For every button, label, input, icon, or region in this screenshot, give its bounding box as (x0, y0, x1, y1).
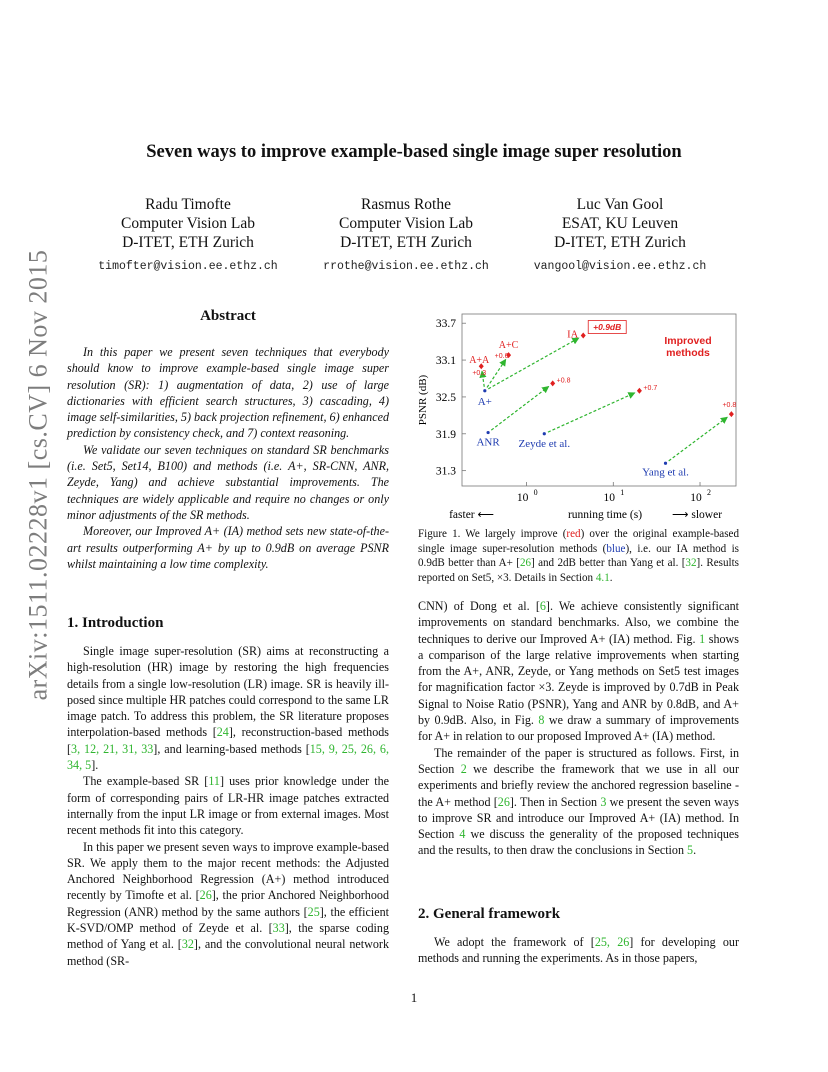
section-link[interactable]: 4 (459, 827, 466, 842)
body-paragraph: CNN) of Dong et al. [6]. We achieve consistently significant improvements on standard benchmarks. Also, we combine the techniques to derive our Improved A+ (IA) method. Fig. 1 shows a comparison of the large relative improvements when starting from the A+, ANR, Zeyde, or Yang methods on Set5 test images for magnification factor ×3. Zeyde is improved by 0.7dB in Peak Signal to Noise Ratio (PSNR), Yang and ANR by 0.8dB, and A+ by 0.9dB. Also, in Fig. 8 we draw a summary of improvements for A+ in relation to our proposed Improved A+ (IA) method. (418, 599, 740, 744)
citation-link[interactable]: 25, 26 (594, 935, 630, 949)
citation-link[interactable]: 11 (208, 774, 220, 789)
improvement-gain-label: +0.6 (494, 353, 509, 361)
figure-link[interactable]: 1 (699, 631, 706, 646)
citation-link[interactable]: 6 (539, 599, 546, 613)
improved-method-point (550, 380, 555, 386)
section-link[interactable]: 3 (600, 794, 607, 809)
x-tick-label: 10 (516, 492, 529, 504)
original-method-point (664, 462, 667, 465)
author-name: Luc Van Gool (576, 196, 664, 213)
author-affiliation: Computer Vision Lab (121, 215, 255, 232)
x-axis-left-label: faster ⟵ (449, 509, 494, 521)
y-tick-label: 32.5 (435, 391, 456, 404)
improved-method-point (729, 411, 734, 417)
citation-link[interactable]: 26 (519, 557, 532, 569)
author-block-2 (286, 195, 526, 276)
abstract-paragraph: We validate our seven techniques on standard SR benchmarks (i.e. Set5, Set14, B100) and methods (i.e. A+, SR-CNN, ANR, Zeyde, Yang) and achieve substantial improvements. The techniques are widely applicable and require no changes or only minor adjustments of the SR methods. (67, 442, 389, 522)
improvement-gain-label: +0.3 (472, 370, 487, 378)
improvement-arrow (487, 359, 506, 387)
original-method-label: ANR (476, 436, 500, 449)
citation-link[interactable]: 26 (199, 888, 212, 903)
intro-paragraph: The example-based SR [11] uses prior knowledge under the form of corresponding pairs of LR-HR image patches extracted internally from the input LR image or from external images. Most recent methods fit into this category. (67, 774, 389, 838)
y-tick-label: 31.3 (435, 465, 456, 478)
original-method-label: Yang et al. (642, 466, 689, 479)
section-link[interactable]: 5 (687, 843, 694, 858)
arxiv-id: arXiv:1511.02228v1 [cs.CV] 6 Nov 2015 (23, 249, 53, 701)
section-heading-general-framework: 2. General framework (418, 906, 561, 922)
citation-link[interactable]: 26 (497, 794, 510, 809)
original-method-point (543, 432, 546, 435)
x-tick-label: 10 (603, 492, 616, 504)
x-tick-exponent: 0 (533, 488, 538, 497)
improvement-arrow (491, 386, 548, 430)
figure-link[interactable]: 8 (538, 713, 545, 728)
body-paragraph: The remainder of the paper is structured as follows. First, in Section 2 we describe the framework that we use in all our experiments and briefly review the anchored regression baseline - the A+ method [26]. Then in Section 3 we present the seven ways to improve SR and introduce our Improved A+ (IA) method. In Section 4 we discuss the generality of the proposed techniques and the results, to then draw the conclusions in Section 5. (418, 745, 739, 858)
right-column-body (418, 598, 739, 859)
author-affiliation: D-ITET, ETH Zurich (554, 234, 686, 251)
improved-method-point (637, 388, 642, 394)
legend-line-2: methods (666, 347, 710, 359)
section-link[interactable]: 4.1 (595, 571, 610, 584)
author-block-3 (500, 195, 740, 276)
improved-method-point (581, 333, 586, 339)
citation-link[interactable]: 33 (272, 921, 285, 936)
x-tick-label: 10 (690, 492, 702, 504)
y-tick-label: 33.1 (435, 355, 456, 368)
legend-line-1: Improved (664, 335, 712, 347)
improvement-gain-label: +0.8 (556, 377, 571, 385)
improvement-arrow (548, 393, 635, 432)
intro-paragraph: In this paper we present seven ways to improve example-based SR. We apply them to the major recent methods: the Adjusted Anchored Neighborhood Regression (A+) method introduced recently by Timofte et al. [26], the prior Anchored Neighborhood Regression (ANR) method by the same authors [25], the efficient K-SVD/OMP method of Zeyde et al. [33], the sparse coding method of Yang et al. [32], and the convolutional neural network method (SR- (67, 839, 389, 968)
x-axis-right-label: ⟶ slower (672, 509, 723, 521)
abstract-heading: Abstract (200, 308, 256, 324)
paper-title: Seven ways to improve example-based single image super resolution (146, 142, 682, 162)
abstract-paragraph: In this paper we present seven techniques that everybody should know to improve example-based single image super resolution (SR): 1) augmentation of data, 2) use of large dictionaries with efficient search structures, 3) cascading, 4) image self-similarities, 5) back projection refinement, 6) enhanced prediction by consistency check, and 7) context reasoning. (67, 345, 389, 441)
body-paragraph: We adopt the framework of [25, 26] for developing our methods and running the experiments. As in those papers, (418, 935, 739, 966)
original-method-label: Zeyde et al. (518, 437, 571, 450)
improvement-gain-label: +0.9dB (593, 322, 622, 332)
author-affiliation: D-ITET, ETH Zurich (340, 234, 472, 251)
author-affiliation: Computer Vision Lab (339, 215, 473, 232)
improved-method-label: A+A (469, 355, 490, 367)
section-link[interactable]: 2 (460, 761, 467, 776)
author-email[interactable]: vangool@vision.ee.ethz.ch (533, 260, 707, 273)
introduction-body (67, 643, 389, 969)
y-axis-label: PSNR (dB) (417, 374, 429, 426)
x-tick-exponent: 1 (620, 488, 625, 497)
figure-1-caption: Figure 1. We largely improve (red) over the original example-based single image super-resolution methods (blue), i.e. our IA method is 0.9dB better than A+ [26] and 2dB better than Yang et al. [32]. Results reported on Set5, ×3. Details in Section 4.1. (418, 528, 739, 584)
citation-link[interactable]: 32 (181, 937, 194, 952)
page-number: 1 (410, 990, 418, 1005)
x-tick-exponent: 2 (707, 488, 712, 497)
improvement-arrow (669, 417, 728, 461)
general-framework-body (418, 934, 739, 967)
author-affiliation: ESAT, KU Leuven (561, 215, 679, 232)
x-axis-label: running time (s) (567, 509, 643, 521)
original-method-label: A+ (477, 395, 492, 408)
citation-link[interactable]: 24 (216, 725, 229, 740)
citation-link[interactable]: 15, 9, 25, 26, 6, 34, 5 (67, 741, 389, 773)
y-axis-ticks (436, 318, 466, 477)
author-email[interactable]: timofter@vision.ee.ethz.ch (98, 260, 278, 273)
section-heading-introduction: 1. Introduction (67, 615, 164, 631)
y-tick-label: 33.7 (435, 318, 456, 331)
intro-paragraph: Single image super-resolution (SR) aims at reconstructing a high-resolution (HR) image by restoring the high frequencies details from a single low-resolution (LR) image. SR is heavily ill-posed since multiple HR patches could correspond to the same LR image patch. To address this problem, the SR literature proposes interpolation-based methods [24], reconstruction-based methods [3, 12, 21, 31, 33], and learning-based methods [15, 9, 25, 26, 6, 34, 5]. (67, 644, 389, 773)
citation-link[interactable]: 3, 12, 21, 31, 33 (71, 741, 154, 756)
author-name: Rasmus Rothe (361, 196, 451, 213)
author-affiliation: D-ITET, ETH Zurich (122, 234, 254, 251)
author-block-1 (68, 195, 308, 276)
citation-link[interactable]: 32 (685, 557, 697, 569)
improvement-gain-label: +0.7 (643, 384, 658, 392)
x-axis-ticks (517, 482, 711, 504)
citation-link[interactable]: 25 (307, 904, 320, 919)
figure-1-chart (410, 310, 740, 522)
y-tick-label: 31.9 (435, 428, 456, 441)
improvement-gain-label: +0.8 (722, 402, 737, 410)
abstract-body (67, 344, 389, 572)
original-method-point (483, 389, 486, 392)
arxiv-sidebar (18, 249, 58, 701)
original-method-point (487, 431, 490, 434)
author-name: Radu Timofte (145, 196, 231, 213)
improved-method-label: IA (567, 329, 579, 341)
author-email[interactable]: rrothe@vision.ee.ethz.ch (323, 260, 489, 273)
abstract-paragraph: Moreover, our Improved A+ (IA) method sets new state-of-the-art results outperforming A+ by up to 0.9dB on average PSNR whilst maintaining a low time complexity. (67, 524, 389, 571)
improved-method-label: A+C (498, 340, 519, 352)
